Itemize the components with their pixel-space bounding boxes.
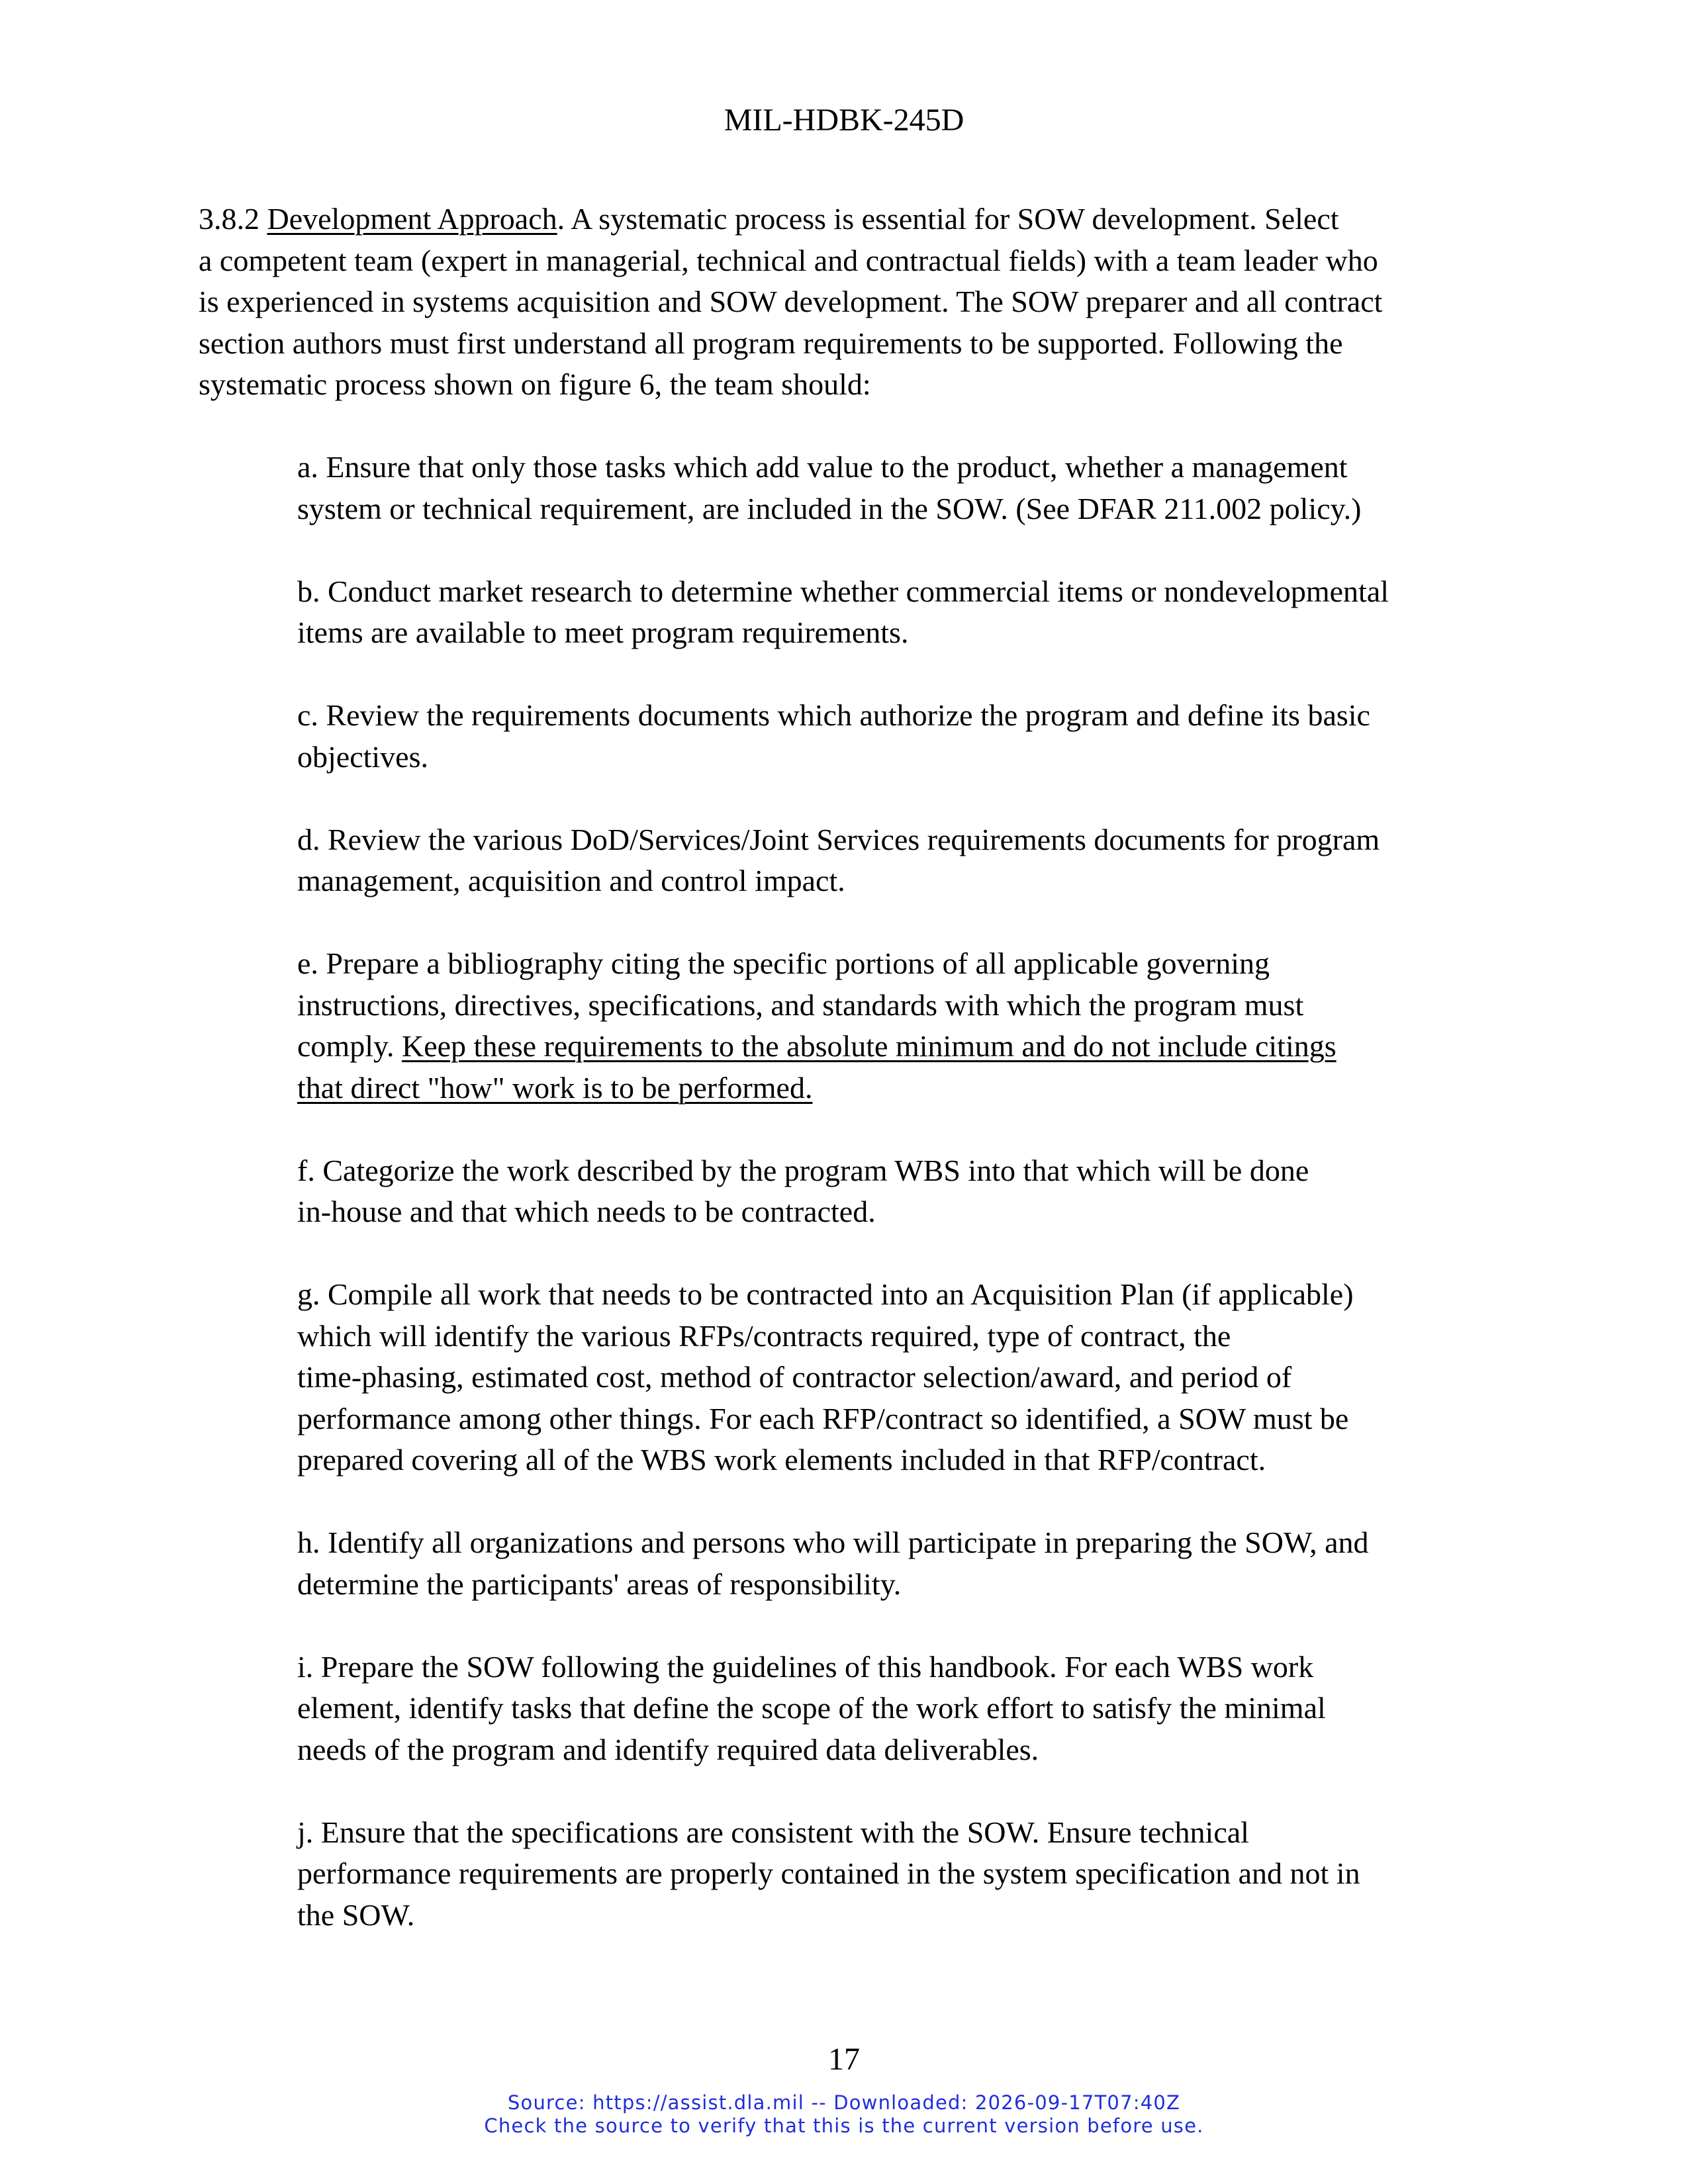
list-item-f: f. Categorize the work described by the program WBS into that which will be done in-house and that which needs to be contracted. bbox=[297, 1153, 1309, 1228]
list-item-j: j. Ensure that the specifications are consistent with the SOW. Ensure technical performance requirements are properly contained in the system specification and not in the SOW. bbox=[297, 1815, 1360, 1932]
list-item-i: i. Prepare the SOW following the guidelines of this handbook. For each WBS work element, identify tasks that define the scope of the work effort to satisfy the minimal needs of the program and identify required data deliverables. bbox=[297, 1649, 1326, 1766]
source-footer bbox=[0, 2091, 1688, 2138]
list-item-a: a. Ensure that only those tasks which add value to the product, whether a management system or technical requirement, are included in the SOW. (See DFAR 211.002 policy.) bbox=[297, 450, 1362, 525]
page-number: 17 bbox=[828, 2042, 860, 2077]
document-id-header: MIL-HDBK-245D bbox=[724, 103, 964, 138]
section-number: 3.8.2 bbox=[199, 202, 259, 236]
list-item-e-underlined-text: Keep these requirements to the absolute minimum and do not include citings that direct "how" work is to be performed. bbox=[297, 1029, 1336, 1105]
list-item-c: c. Review the requirements documents which authorize the program and define its basic objectives. bbox=[297, 698, 1370, 774]
section-title: Development Approach bbox=[267, 202, 557, 236]
list-item-b: b. Conduct market research to determine whether commercial items or nondevelopmental items are available to meet program requirements. bbox=[297, 574, 1389, 649]
source-line: Source: https://assist.dla.mil -- Downloaded: 2026-09-17T07:40Z bbox=[507, 2091, 1181, 2114]
list-item-d: d. Review the various DoD/Services/Joint Services requirements documents for program management, acquisition and control impact. bbox=[297, 822, 1380, 897]
section-intro-text: . A systematic process is essential for SOW development. Select a competent team (expert in managerial, technical and contractual fields) with a team leader who is experienced in systems acquisition and SOW development. The SOW preparer and all contract section authors must first understand all program requirements to be supported. Following the systematic process shown on figure 6, the team should: bbox=[199, 202, 1383, 401]
task-list bbox=[297, 447, 1495, 1978]
list-item-e-text: e. Prepare a bibliography citing the specific portions of all applicable governing instructions, directives, specifications, and standards with which the program must comply. bbox=[297, 946, 1304, 1063]
section-3-8-2-paragraph bbox=[199, 199, 1496, 406]
list-item-e bbox=[297, 943, 1495, 1109]
list-item-g: g. Compile all work that needs to be contracted into an Acquisition Plan (if applicable) which will identify the various RFPs/contracts required, type of contract, the time-phasing, estimated cost, method of contractor selection/award, and period of performance among other things. For each RFP/contract so identified, a SOW must be prepared covering all of the WBS work elements included in that RFP/contract. bbox=[297, 1277, 1354, 1477]
list-item-h: h. Identify all organizations and persons who will participate in preparing the SOW, and determine the participants' areas of responsibility. bbox=[297, 1525, 1369, 1601]
check-source-line: Check the source to verify that this is the current version before use. bbox=[484, 2115, 1204, 2137]
